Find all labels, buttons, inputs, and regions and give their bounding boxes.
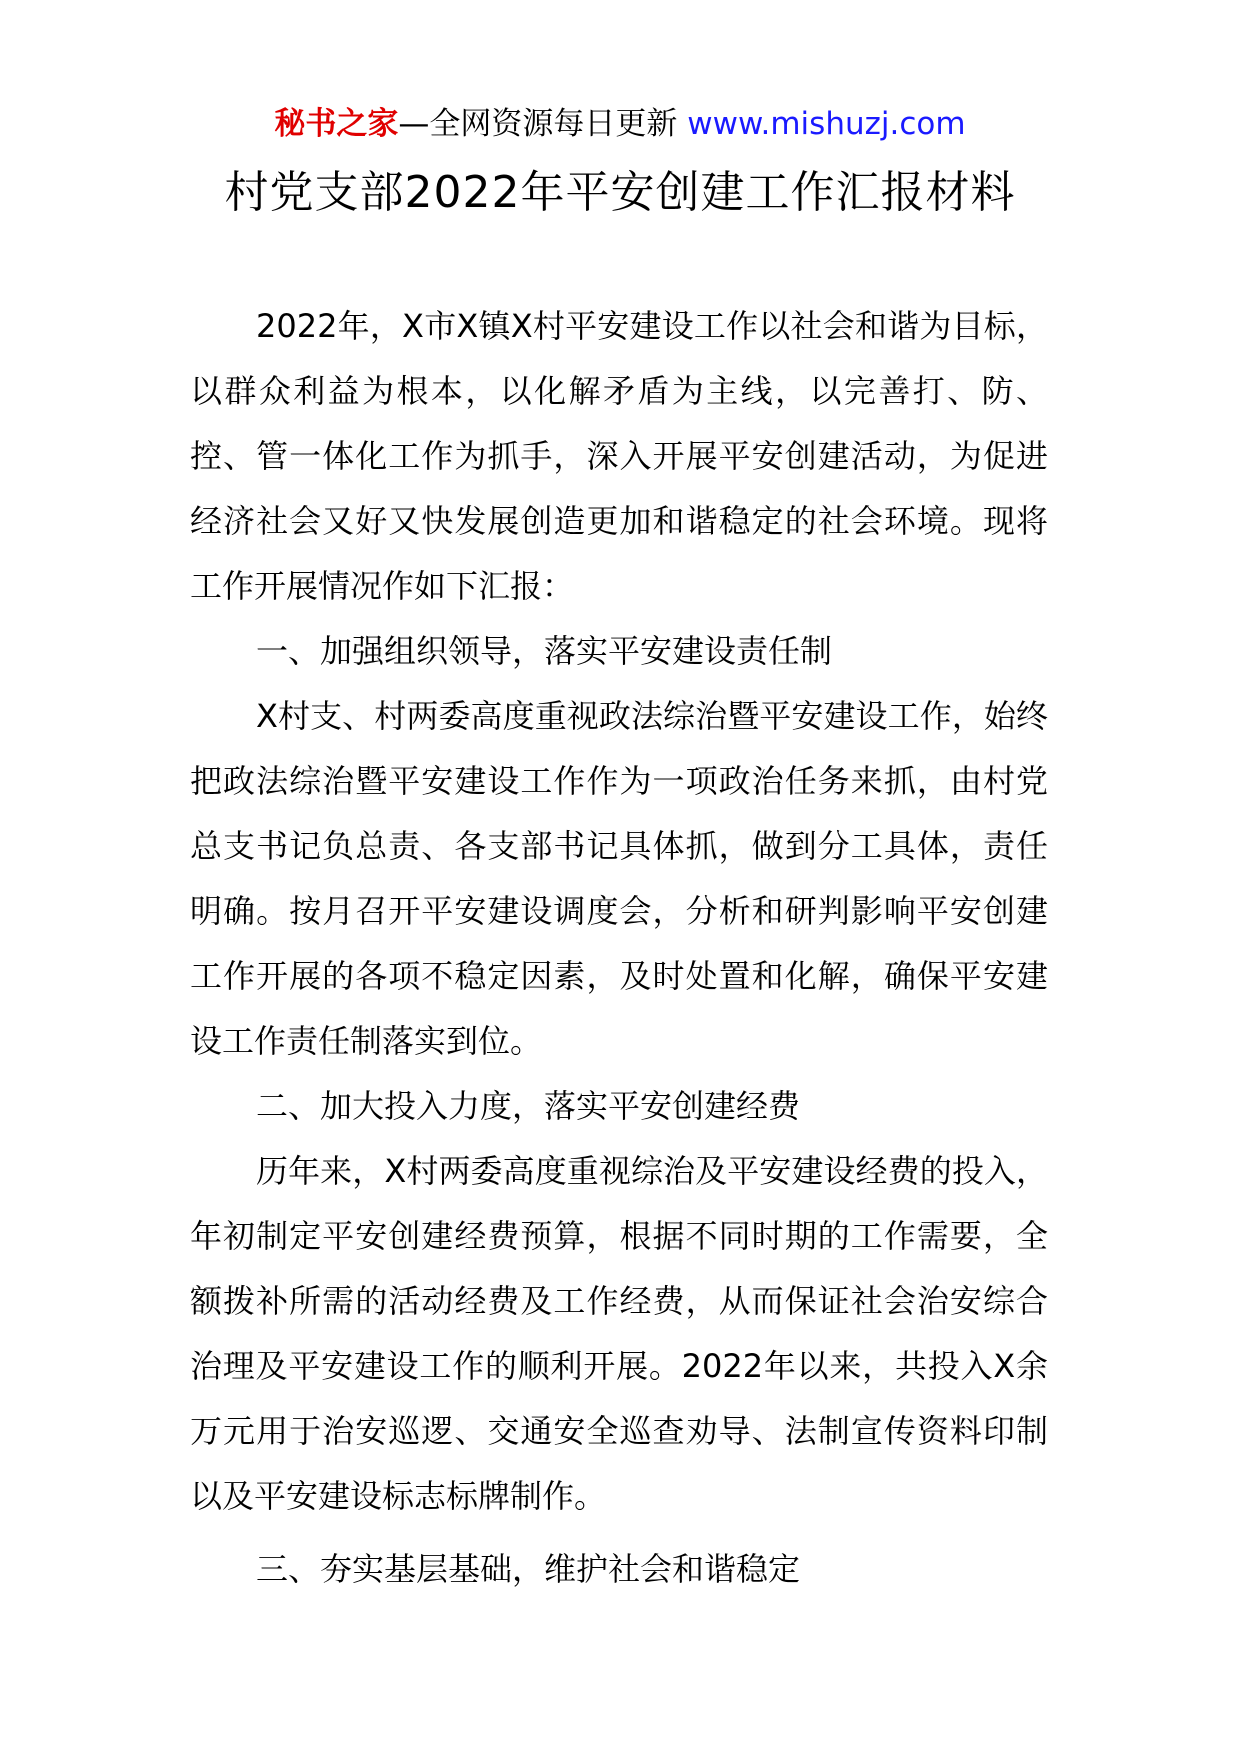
document-title: 村党支部2022年平安创建工作汇报材料 — [224, 167, 1016, 218]
site-banner — [0, 104, 1240, 144]
section-1-heading: 一、加强组织领导，落实平安建设责任制 — [256, 632, 833, 670]
site-url-link[interactable]: www.mishuzj.com — [687, 106, 966, 142]
section-2-heading: 二、加大投入力度，落实平安创建经费 — [256, 1087, 801, 1125]
section-2-paragraph: 历年来，X村两委高度重视综治及平安建设经费的投入，年初制定平安创建经费预算，根据不同时期的工作需要，全额拨补所需的活动经费及工作经费，从而保证社会治安综合治理及平安建设工作的顺利开展。2022年以来，共投入X余万元用于治安巡逻、交通安全巡查劝导、法制宣传资料印制以及平安建设标志标牌制作。 — [190, 1152, 1048, 1515]
section-3-heading: 三、夯实基层基础，维护社会和谐稳定 — [256, 1550, 801, 1588]
banner-slogan: —全网资源每日更新 — [398, 106, 678, 142]
intro-paragraph: 2022年，X市X镇X村平安建设工作以社会和谐为目标，以群众利益为根本，以化解矛盾为主线，以完善打、防、控、管一体化工作为抓手，深入开展平安创建活动，为促进经济社会又好又快发展创造更加和谐稳定的社会环境。现将工作开展情况作如下汇报： — [190, 307, 1048, 605]
brand-name: 秘书之家 — [274, 106, 399, 142]
section-1-paragraph: X村支、村两委高度重视政法综治暨平安建设工作，始终把政法综治暨平安建设工作作为一项政治任务来抓，由村党总支书记负总责、各支部书记具体抓，做到分工具体，责任明确。按月召开平安建设调度会，分析和研判影响平安创建工作开展的各项不稳定因素，及时处置和化解，确保平安建设工作责任制落实到位。 — [190, 697, 1048, 1060]
document-body — [190, 294, 1048, 1602]
